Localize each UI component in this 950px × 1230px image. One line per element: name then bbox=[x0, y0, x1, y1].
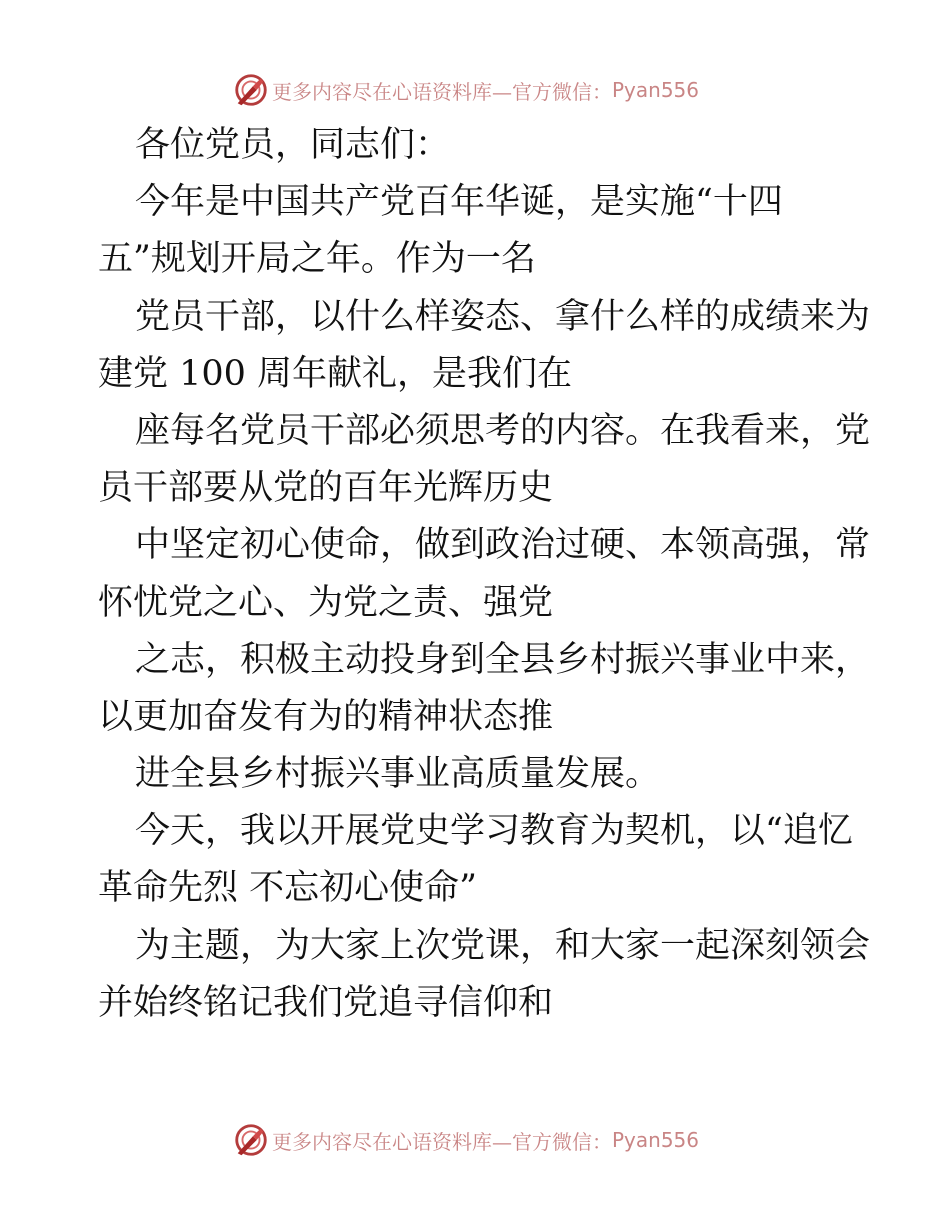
pen-circle-logo-icon bbox=[232, 71, 270, 109]
text-line: 员干部要从党的百年光辉历史 bbox=[98, 468, 554, 509]
text-line: 建党 100 周年献礼，是我们在 bbox=[98, 353, 573, 394]
text-line: 今天，我以开展党史学习教育为契机，以“追忆 bbox=[135, 811, 853, 852]
watermark-handle: Pyan556 bbox=[612, 1128, 700, 1152]
document-body bbox=[98, 117, 871, 1032]
text-line: 五”规划开局之年。作为一名 bbox=[98, 239, 536, 280]
text-line: 中坚定初心使命，做到政治过硬、本领高强，常 bbox=[135, 525, 871, 566]
text-line: 怀忧党之心、为党之责、强党 bbox=[98, 582, 554, 623]
watermark-text: 更多内容尽在心语资料库—官方微信： bbox=[272, 1129, 612, 1154]
text-line: 之志，积极主动投身到全县乡村振兴事业中来， bbox=[135, 639, 871, 680]
footer-watermark bbox=[232, 1120, 699, 1160]
pen-circle-logo-icon bbox=[232, 1121, 270, 1159]
header-watermark bbox=[232, 70, 699, 110]
text-line: 为主题，为大家上次党课，和大家一起深刻领会 bbox=[135, 925, 871, 966]
watermark-handle: Pyan556 bbox=[612, 78, 700, 102]
text-line: 党员干部，以什么样姿态、拿什么样的成绩来为 bbox=[135, 296, 871, 337]
text-line: 今年是中国共产党百年华诞，是实施“十四 bbox=[135, 182, 783, 223]
text-line: 座每名党员干部必须思考的内容。在我看来，党 bbox=[135, 410, 871, 451]
text-line: 革命先烈 不忘初心使命” bbox=[98, 868, 478, 909]
text-line: 以更加奋发有为的精神状态推 bbox=[98, 696, 554, 737]
text-line: 并始终铭记我们党追寻信仰和 bbox=[98, 982, 554, 1023]
watermark-text: 更多内容尽在心语资料库—官方微信： bbox=[272, 79, 612, 104]
text-line: 进全县乡村振兴事业高质量发展。 bbox=[135, 754, 661, 795]
text-line: 各位党员，同志们： bbox=[135, 125, 451, 165]
